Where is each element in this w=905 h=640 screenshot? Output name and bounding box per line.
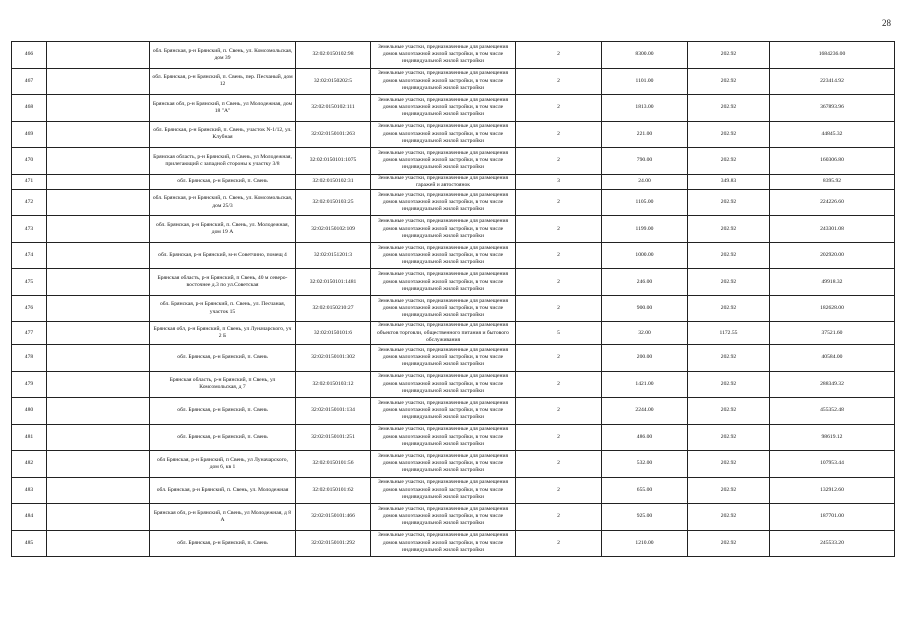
area-cell: 532.00 — [602, 451, 688, 478]
address-cell: обл. Брянская, р-н Брянский, п. Свень — [150, 174, 296, 189]
area-cell: 1421.00 — [602, 371, 688, 398]
cadastral-number-cell: 32:02:0150101:56 — [296, 451, 371, 478]
empty-cell — [47, 269, 150, 296]
area-cell: 1199.00 — [602, 216, 688, 243]
cadastral-value-cell: 107953.44 — [770, 451, 895, 478]
address-cell: Брянская обл, р-н Брянский, п Свень, ул Молодежная, дом 18 "А" — [150, 95, 296, 122]
empty-cell — [47, 477, 150, 504]
specific-value-cell: 202.92 — [688, 295, 770, 322]
area-cell: 8300.00 — [602, 42, 688, 69]
land-use-cell: Земельные участки, предназначенные для размещения домов малоэтажной жилой застройки, в том числе индивидуальной жилой застройки — [371, 42, 516, 69]
row-number-cell: 471 — [12, 174, 47, 189]
specific-value-cell: 202.92 — [688, 477, 770, 504]
area-cell: 486.00 — [602, 424, 688, 451]
specific-value-cell: 202.92 — [688, 398, 770, 425]
table-row — [12, 451, 895, 478]
area-cell: 790.00 — [602, 148, 688, 175]
address-cell: Брянская область, р-н Брянский, п Свень, ул Комсомольская, д 7 — [150, 371, 296, 398]
group-number-cell: 2 — [516, 216, 602, 243]
cadastral-number-cell: 32:02:0150101:134 — [296, 398, 371, 425]
empty-cell — [47, 42, 150, 69]
specific-value-cell: 1172.55 — [688, 322, 770, 345]
cadastral-number-cell: 32:02:0150102:111 — [296, 95, 371, 122]
row-number-cell: 469 — [12, 121, 47, 148]
address-cell: обл. Брянская, р-н Брянский, п. Свень, ул. Комсомольская, дом 25/3 — [150, 189, 296, 216]
cadastral-number-cell: 32:02:0150102:31 — [296, 174, 371, 189]
specific-value-cell: 202.92 — [688, 42, 770, 69]
area-cell: 1210.00 — [602, 530, 688, 557]
cadastral-number-cell: 32:02:0150103:12 — [296, 371, 371, 398]
row-number-cell: 477 — [12, 322, 47, 345]
cadastral-number-cell: 32:02:0150101:466 — [296, 504, 371, 531]
empty-cell — [47, 530, 150, 557]
row-number-cell: 476 — [12, 295, 47, 322]
table-row — [12, 295, 895, 322]
group-number-cell: 2 — [516, 42, 602, 69]
specific-value-cell: 202.92 — [688, 121, 770, 148]
address-cell: обл. Брянская, р-н Брянский, п. Свень — [150, 530, 296, 557]
table-row — [12, 216, 895, 243]
group-number-cell: 2 — [516, 95, 602, 122]
table-row — [12, 269, 895, 296]
cadastral-number-cell: 32:02:0150102:98 — [296, 42, 371, 69]
specific-value-cell: 202.92 — [688, 189, 770, 216]
table-row — [12, 371, 895, 398]
cadastral-value-cell: 245533.20 — [770, 530, 895, 557]
address-cell: Брянская обл, р-н Брянский, п Свень, ул Молодежная, д 8 А — [150, 504, 296, 531]
table-row — [12, 424, 895, 451]
specific-value-cell: 202.92 — [688, 269, 770, 296]
group-number-cell: 5 — [516, 322, 602, 345]
specific-value-cell: 202.92 — [688, 371, 770, 398]
empty-cell — [47, 451, 150, 478]
cadastral-value-cell: 223414.92 — [770, 68, 895, 95]
group-number-cell: 2 — [516, 242, 602, 269]
group-number-cell: 2 — [516, 504, 602, 531]
address-cell: обл. Брянская, р-н Брянский, п. Свень — [150, 398, 296, 425]
land-use-cell: Земельные участки, предназначенные для размещения домов малоэтажной жилой застройки, в том числе индивидуальной жилой застройки — [371, 398, 516, 425]
land-use-cell: Земельные участки, предназначенные для размещения домов малоэтажной жилой застройки, в том числе индивидуальной жилой застройки — [371, 345, 516, 372]
table-row — [12, 322, 895, 345]
empty-cell — [47, 424, 150, 451]
row-number-cell: 472 — [12, 189, 47, 216]
land-use-cell: Земельные участки, предназначенные для размещения домов малоэтажной жилой застройки, в том числе индивидуальной жилой застройки — [371, 451, 516, 478]
group-number-cell: 2 — [516, 424, 602, 451]
row-number-cell: 468 — [12, 95, 47, 122]
area-cell: 200.00 — [602, 345, 688, 372]
cadastral-number-cell: 32:02:0150210:27 — [296, 295, 371, 322]
cadastral-number-cell: 32:02:0150101:292 — [296, 530, 371, 557]
cadastral-number-cell: 32:02:0150103:25 — [296, 189, 371, 216]
area-cell: 1101.00 — [602, 68, 688, 95]
cadastral-number-cell: 32:02:0150202:5 — [296, 68, 371, 95]
table-row — [12, 242, 895, 269]
address-cell: Брянская область, р-н Брянский, п Свень, 40 м северо-восточнее д.3 по ул.Советская — [150, 269, 296, 296]
area-cell: 1813.00 — [602, 95, 688, 122]
table-row — [12, 345, 895, 372]
row-number-cell: 467 — [12, 68, 47, 95]
address-cell: обл. Брянская, р-н Брянский, п. Свень — [150, 345, 296, 372]
cadastral-value-cell: 367893.96 — [770, 95, 895, 122]
address-cell: обл. Брянская, р-н Брянский, п. Свень, участок N-1/12, ул. Клубная — [150, 121, 296, 148]
address-cell: обл. Брянская, р-н Брянский, м-н Советчино, помещ 4 — [150, 242, 296, 269]
cadastral-value-cell: 40584.00 — [770, 345, 895, 372]
group-number-cell: 2 — [516, 269, 602, 296]
empty-cell — [47, 398, 150, 425]
group-number-cell: 2 — [516, 121, 602, 148]
specific-value-cell: 202.92 — [688, 242, 770, 269]
cadastral-number-cell: 32:02:0150102:109 — [296, 216, 371, 243]
address-cell: обл. Брянская, р-н Брянский, п. Свень, ул. Молодежная — [150, 477, 296, 504]
cadastral-value-cell: 49918.32 — [770, 269, 895, 296]
row-number-cell: 473 — [12, 216, 47, 243]
area-cell: 1000.00 — [602, 242, 688, 269]
group-number-cell: 2 — [516, 477, 602, 504]
cadastral-value-cell: 182628.00 — [770, 295, 895, 322]
cadastral-value-cell: 455352.48 — [770, 398, 895, 425]
group-number-cell: 2 — [516, 345, 602, 372]
row-number-cell: 474 — [12, 242, 47, 269]
table-row — [12, 398, 895, 425]
area-cell: 246.00 — [602, 269, 688, 296]
empty-cell — [47, 295, 150, 322]
cadastral-value-cell: 187701.00 — [770, 504, 895, 531]
specific-value-cell: 202.92 — [688, 345, 770, 372]
row-number-cell: 480 — [12, 398, 47, 425]
area-cell: 1105.00 — [602, 189, 688, 216]
address-cell: обл Брянская, р-н Брянский, п Свень, ул Луначарского, дом 6, кв 1 — [150, 451, 296, 478]
address-cell: Брянская обл, р-н Брянский, п Свень, ул Луначарского, уч 2 Б — [150, 322, 296, 345]
empty-cell — [47, 345, 150, 372]
land-use-cell: Земельные участки, предназначенные для размещения домов малоэтажной жилой застройки, в том числе индивидуальной жилой застройки — [371, 68, 516, 95]
row-number-cell: 482 — [12, 451, 47, 478]
address-cell: обл. Брянская, р-н Брянский, п. Свень, ул. Молодежная, дом 19 А — [150, 216, 296, 243]
cadastral-number-cell: 32:02:0150101:62 — [296, 477, 371, 504]
specific-value-cell: 202.92 — [688, 530, 770, 557]
group-number-cell: 2 — [516, 451, 602, 478]
table-row — [12, 504, 895, 531]
cadastral-number-cell: 32:02:0150101:251 — [296, 424, 371, 451]
empty-cell — [47, 504, 150, 531]
area-cell: 655.00 — [602, 477, 688, 504]
row-number-cell: 481 — [12, 424, 47, 451]
group-number-cell: 2 — [516, 68, 602, 95]
row-number-cell: 483 — [12, 477, 47, 504]
cadastral-number-cell: 32:02:0151201:3 — [296, 242, 371, 269]
cadastral-value-cell: 202920.00 — [770, 242, 895, 269]
empty-cell — [47, 95, 150, 122]
address-cell: Брянская область, р-н Брянский, п Свень, ул Молодежная, прилегающий с западной стороны к участку 3/8 — [150, 148, 296, 175]
cadastral-value-cell: 44845.32 — [770, 121, 895, 148]
group-number-cell: 2 — [516, 189, 602, 216]
row-number-cell: 478 — [12, 345, 47, 372]
table-row — [12, 477, 895, 504]
table-row — [12, 121, 895, 148]
specific-value-cell: 349.83 — [688, 174, 770, 189]
table-row — [12, 174, 895, 189]
land-use-cell: Земельные участки, предназначенные для размещения домов малоэтажной жилой застройки, в том числе индивидуальной жилой застройки — [371, 504, 516, 531]
land-use-cell: Земельные участки, предназначенные для размещения домов малоэтажной жилой застройки, в том числе индивидуальной жилой застройки — [371, 424, 516, 451]
page-number: 28 — [882, 18, 891, 28]
area-cell: 900.00 — [602, 295, 688, 322]
specific-value-cell: 202.92 — [688, 504, 770, 531]
area-cell: 221.00 — [602, 121, 688, 148]
row-number-cell: 485 — [12, 530, 47, 557]
empty-cell — [47, 121, 150, 148]
cadastral-number-cell: 32:02:0150101:6 — [296, 322, 371, 345]
empty-cell — [47, 68, 150, 95]
row-number-cell: 484 — [12, 504, 47, 531]
empty-cell — [47, 322, 150, 345]
specific-value-cell: 202.92 — [688, 451, 770, 478]
empty-cell — [47, 174, 150, 189]
land-use-cell: Земельные участки, предназначенные для размещения объектов торговли, общественного питания и бытового обслуживания — [371, 322, 516, 345]
table-body — [12, 42, 895, 557]
cadastral-value-cell: 224226.60 — [770, 189, 895, 216]
address-cell: обл. Брянская, р-н Брянский, п. Свень, ул. Песчаная, участок 15 — [150, 295, 296, 322]
cadastral-value-cell: 160306.80 — [770, 148, 895, 175]
cadastral-number-cell: 32:02:0150101:263 — [296, 121, 371, 148]
row-number-cell: 475 — [12, 269, 47, 296]
group-number-cell: 2 — [516, 148, 602, 175]
row-number-cell: 479 — [12, 371, 47, 398]
land-use-cell: Земельные участки, предназначенные для размещения домов малоэтажной жилой застройки, в том числе индивидуальной жилой застройки — [371, 121, 516, 148]
group-number-cell: 3 — [516, 174, 602, 189]
table-row — [12, 148, 895, 175]
area-cell: 2244.00 — [602, 398, 688, 425]
cadastral-number-cell: 32:02:0150101:1075 — [296, 148, 371, 175]
area-cell: 925.00 — [602, 504, 688, 531]
specific-value-cell: 202.92 — [688, 424, 770, 451]
cadastral-value-cell: 98619.12 — [770, 424, 895, 451]
empty-cell — [47, 189, 150, 216]
cadastral-value-cell: 243301.08 — [770, 216, 895, 243]
cadastral-value-cell: 288349.32 — [770, 371, 895, 398]
cadastral-number-cell: 32:02:0150101:1481 — [296, 269, 371, 296]
address-cell: обл. Брянская, р-н Брянский, п. Свень, пер. Песчаный, дом 12 — [150, 68, 296, 95]
cadastral-value-cell: 132912.60 — [770, 477, 895, 504]
table-row — [12, 530, 895, 557]
land-use-cell: Земельные участки, предназначенные для размещения гаражей и автостоянок — [371, 174, 516, 189]
area-cell: 24.00 — [602, 174, 688, 189]
specific-value-cell: 202.92 — [688, 95, 770, 122]
cadastral-number-cell: 32:02:0150101:302 — [296, 345, 371, 372]
land-use-cell: Земельные участки, предназначенные для размещения домов малоэтажной жилой застройки, в том числе индивидуальной жилой застройки — [371, 530, 516, 557]
row-number-cell: 466 — [12, 42, 47, 69]
group-number-cell: 2 — [516, 530, 602, 557]
specific-value-cell: 202.92 — [688, 148, 770, 175]
cadastral-value-cell: 37521.60 — [770, 322, 895, 345]
land-use-cell: Земельные участки, предназначенные для размещения домов малоэтажной жилой застройки, в том числе индивидуальной жилой застройки — [371, 216, 516, 243]
table-row — [12, 42, 895, 69]
cadastral-value-cell: 8395.92 — [770, 174, 895, 189]
area-cell: 32.00 — [602, 322, 688, 345]
land-use-cell: Земельные участки, предназначенные для размещения домов малоэтажной жилой застройки, в том числе индивидуальной жилой застройки — [371, 189, 516, 216]
empty-cell — [47, 216, 150, 243]
empty-cell — [47, 242, 150, 269]
group-number-cell: 2 — [516, 398, 602, 425]
land-use-cell: Земельные участки, предназначенные для размещения домов малоэтажной жилой застройки, в том числе индивидуальной жилой застройки — [371, 269, 516, 296]
table-row — [12, 189, 895, 216]
land-use-cell: Земельные участки, предназначенные для размещения домов малоэтажной жилой застройки, в том числе индивидуальной жилой застройки — [371, 148, 516, 175]
land-use-cell: Земельные участки, предназначенные для размещения домов малоэтажной жилой застройки, в том числе индивидуальной жилой застройки — [371, 371, 516, 398]
table-row — [12, 95, 895, 122]
land-use-cell: Земельные участки, предназначенные для размещения домов малоэтажной жилой застройки, в том числе индивидуальной жилой застройки — [371, 95, 516, 122]
land-use-cell: Земельные участки, предназначенные для размещения домов малоэтажной жилой застройки, в том числе индивидуальной жилой застройки — [371, 242, 516, 269]
group-number-cell: 2 — [516, 371, 602, 398]
empty-cell — [47, 148, 150, 175]
specific-value-cell: 202.92 — [688, 68, 770, 95]
address-cell: обл. Брянская, р-н Брянский, п. Свень — [150, 424, 296, 451]
cadastral-value-cell: 1684236.00 — [770, 42, 895, 69]
land-use-cell: Земельные участки, предназначенные для размещения домов малоэтажной жилой застройки, в том числе индивидуальной жилой застройки — [371, 295, 516, 322]
land-use-cell: Земельные участки, предназначенные для размещения домов малоэтажной жилой застройки, в том числе индивидуальной жилой застройки — [371, 477, 516, 504]
address-cell: обл. Брянская, р-н Брянский, п. Свень, ул. Комсомольская, дом 39 — [150, 42, 296, 69]
empty-cell — [47, 371, 150, 398]
specific-value-cell: 202.92 — [688, 216, 770, 243]
row-number-cell: 470 — [12, 148, 47, 175]
table-row — [12, 68, 895, 95]
group-number-cell: 2 — [516, 295, 602, 322]
land-plots-table — [11, 41, 895, 557]
